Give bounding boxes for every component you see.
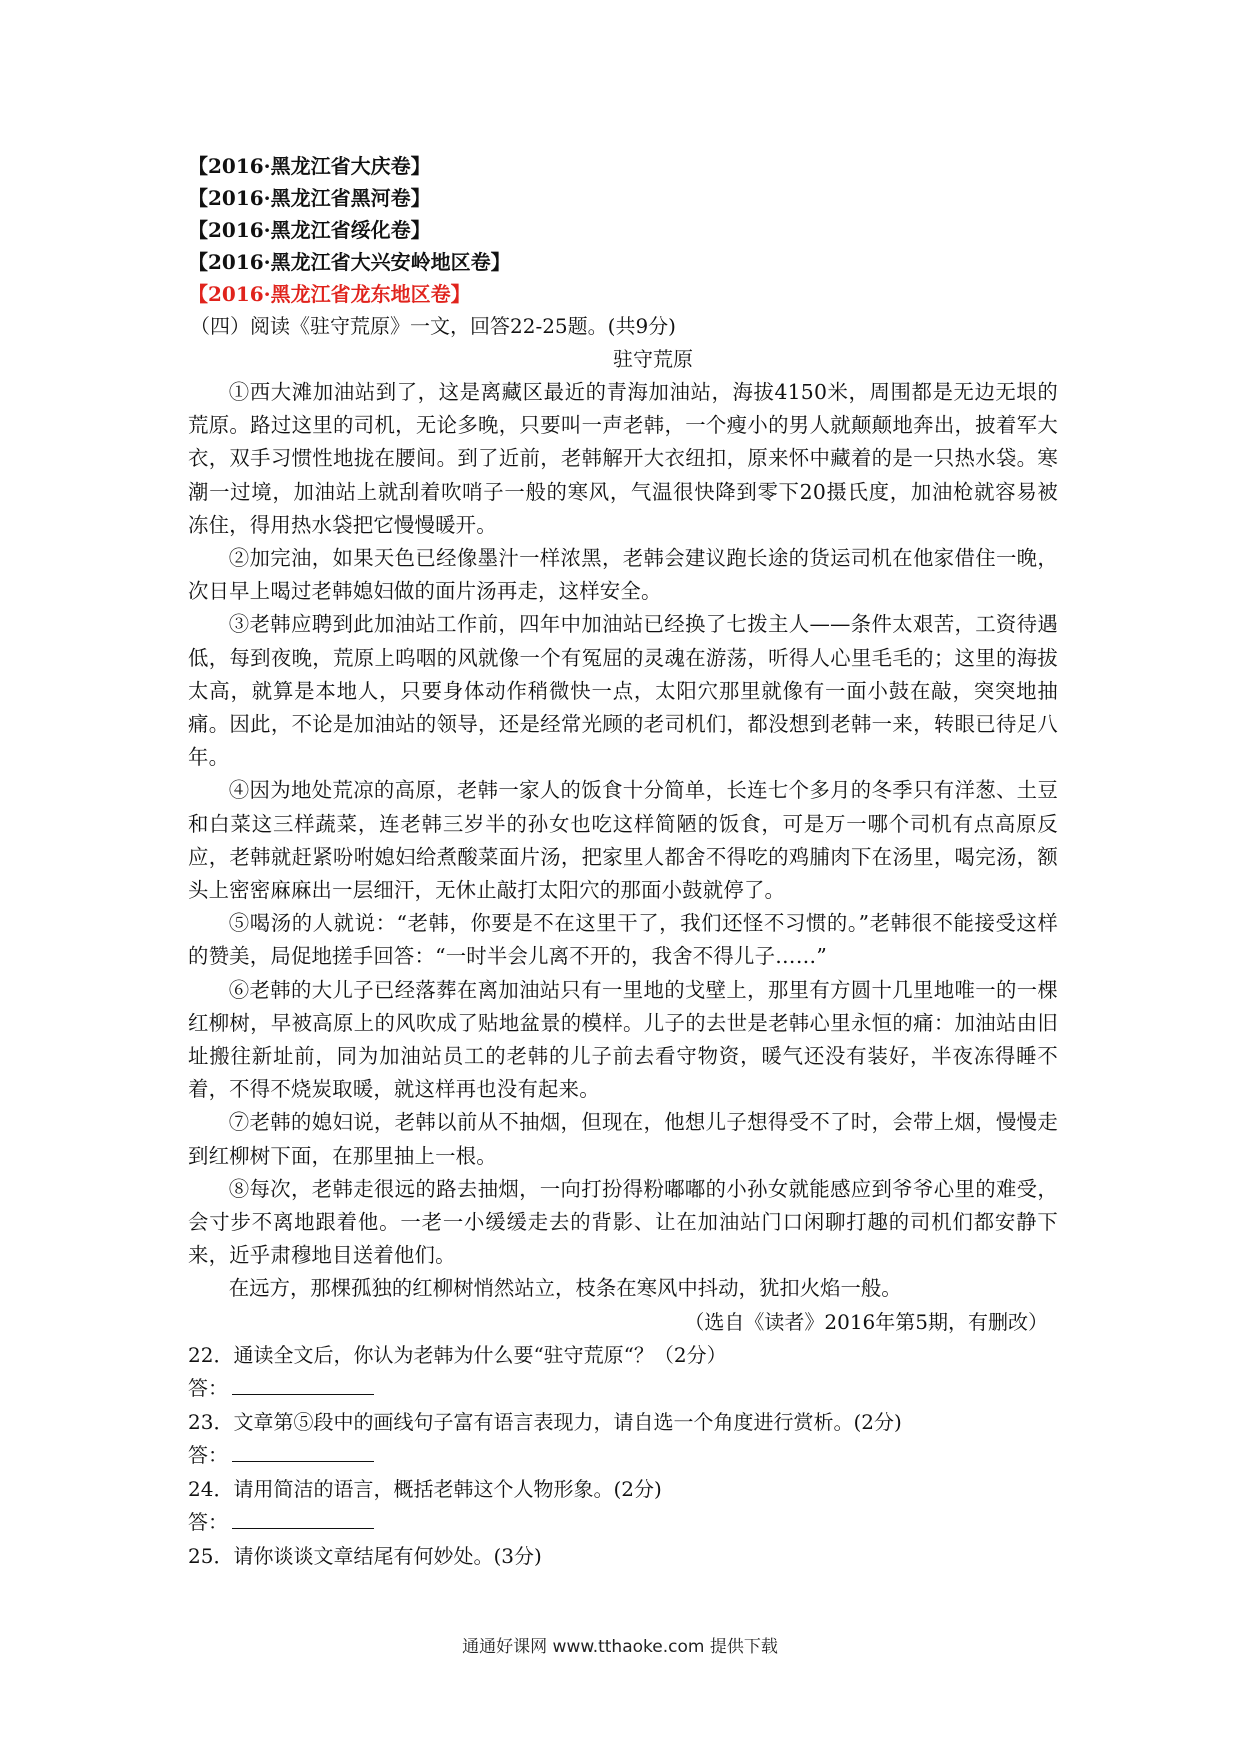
source-line-heihe: 【2016·黑龙江省黑河卷】 xyxy=(188,186,431,210)
answer-label: 答： xyxy=(188,1509,228,1534)
article-paragraph: ⑥老韩的大儿子已经落葬在离加油站只有一里地的戈壁上，那里有方圆十几里地唯一的一棵红柳树，早被高原上的风吹成了贴地盆景的模样。儿子的去世是老韩心里永恒的痛：加油站由旧址搬往新址前，同为加油站员工的老韩的儿子前去看守物资，暖气还没有装好，半夜冻得睡不着，不得不烧炭取暖，就这样再也没有起来。 xyxy=(188,977,1058,1102)
article-paragraph: ④因为地处荒凉的高原，老韩一家人的饭食十分简单，长连七个多月的冬季只有洋葱、土豆和白菜这三样蔬菜，连老韩三岁半的孙女也吃这样简陋的饭食，可是万一哪个司机有点高原反应，老韩就赶紧吩咐媳妇给煮酸菜面片汤，把家里人都舍不得吃的鸡脯肉下在汤里，喝完汤，额头上密密麻麻出一层细汗，无休止敲打太阳穴的那面小鼓就停了。 xyxy=(188,778,1058,903)
article-paragraph: ⑦老韩的媳妇说，老韩以前从不抽烟，但现在，他想儿子想得受不了时，会带上烟，慢慢走到红柳树下面，在那里抽上一根。 xyxy=(188,1110,1058,1168)
article-body xyxy=(188,376,1058,1306)
question-list xyxy=(188,1339,1058,1573)
article-paragraph: ③老韩应聘到此加油站工作前，四年中加油站已经换了七拨主人——条件太艰苦，工资待遇低，每到夜晚，荒原上呜咽的风就像一个有冤屈的灵魂在游荡，听得人心里毛毛的；这里的海拔太高，就算是本地人，只要身体动作稍微快一点，太阳穴那里就像有一面小鼓在敲，突突地抽痛。因此，不论是加油站的领导，还是经常光顾的老司机们，都没想到老韩一来，转眼已待足八年。 xyxy=(188,612,1058,770)
answer-blank[interactable] xyxy=(232,1441,374,1462)
article-paragraph: ⑤喝汤的人就说：“老韩，你要是不在这里干了，我们还怪不习惯的。”老韩很不能接受这样的赞美，局促地搓手回答：“一时半会儿离不开的，我舍不得儿子……” xyxy=(188,911,1058,969)
article-paragraph: ②加完油，如果天色已经像墨汁一样浓黑，老韩会建议跑长途的货运司机在他家借住一晚，次日早上喝过老韩媳妇做的面片汤再走，这样安全。 xyxy=(188,546,1058,604)
answer-label: 答： xyxy=(188,1375,228,1400)
question-22: 22．通读全文后，你认为老韩为什么要“驻守荒原“？（2分） xyxy=(188,1342,727,1367)
source-line-suihua: 【2016·黑龙江省绥化卷】 xyxy=(188,218,431,242)
answer-24 xyxy=(188,1506,1058,1540)
source-line-daqing: 【2016·黑龙江省大庆卷】 xyxy=(188,154,431,178)
source-list xyxy=(188,150,1058,310)
section-intro: （四）阅读《驻守荒原》一文，回答22-25题。(共9分) xyxy=(190,314,676,338)
source-line-daxinganling: 【2016·黑龙江省大兴安岭地区卷】 xyxy=(188,250,511,274)
article-title: 驻守荒原 xyxy=(613,347,693,371)
answer-23 xyxy=(188,1439,1058,1473)
article-paragraph: ⑧每次，老韩走很远的路去抽烟，一向打扮得粉嘟嘟的小孙女就能感应到爷爷心里的难受，会寸步不离地跟着他。一老一小缓缓走去的背影、让在加油站门口闲聊打趣的司机们都安静下来，近乎肃穆地目送着他们。 xyxy=(188,1176,1058,1268)
document-page xyxy=(188,150,1058,1573)
answer-22 xyxy=(188,1372,1058,1406)
page-footer: 通通好课网 www.tthaoke.com 提供下载 xyxy=(462,1637,778,1657)
source-line-longdong: 【2016·黑龙江省龙东地区卷】 xyxy=(188,282,471,306)
question-23: 23．文章第⑤段中的画线句子富有语言表现力，请自选一个角度进行赏析。(2分) xyxy=(188,1409,902,1434)
article-closing: 在远方，那棵孤独的红柳树悄然站立，枝条在寒风中抖动，犹扣火焰一般。 xyxy=(228,1276,902,1301)
article-paragraph: ①西大滩加油站到了，这是离藏区最近的青海加油站，海拔4150米，周围都是无边无垠的荒原。路过这里的司机，无论多晚，只要叫一声老韩，一个瘦小的男人就颠颠地奔出，披着军大衣，双手习惯性地拢在腰间。到了近前，老韩解开大衣纽扣，原来怀中藏着的是一只热水袋。寒潮一过境，加油站上就刮着吹哨子一般的寒风，气温很快降到零下20摄氏度，加油枪就容易被冻住，得用热水袋把它慢慢暖开。 xyxy=(188,380,1058,537)
answer-blank[interactable] xyxy=(232,1374,374,1395)
article-citation: （选自《读者》2016年第5期，有删改） xyxy=(684,1309,1048,1334)
question-24: 24．请用简洁的语言，概括老韩这个人物形象。(2分) xyxy=(188,1476,662,1501)
question-25: 25．请你谈谈文章结尾有何妙处。(3分) xyxy=(188,1543,542,1568)
answer-blank[interactable] xyxy=(232,1508,374,1529)
answer-label: 答： xyxy=(188,1442,228,1467)
